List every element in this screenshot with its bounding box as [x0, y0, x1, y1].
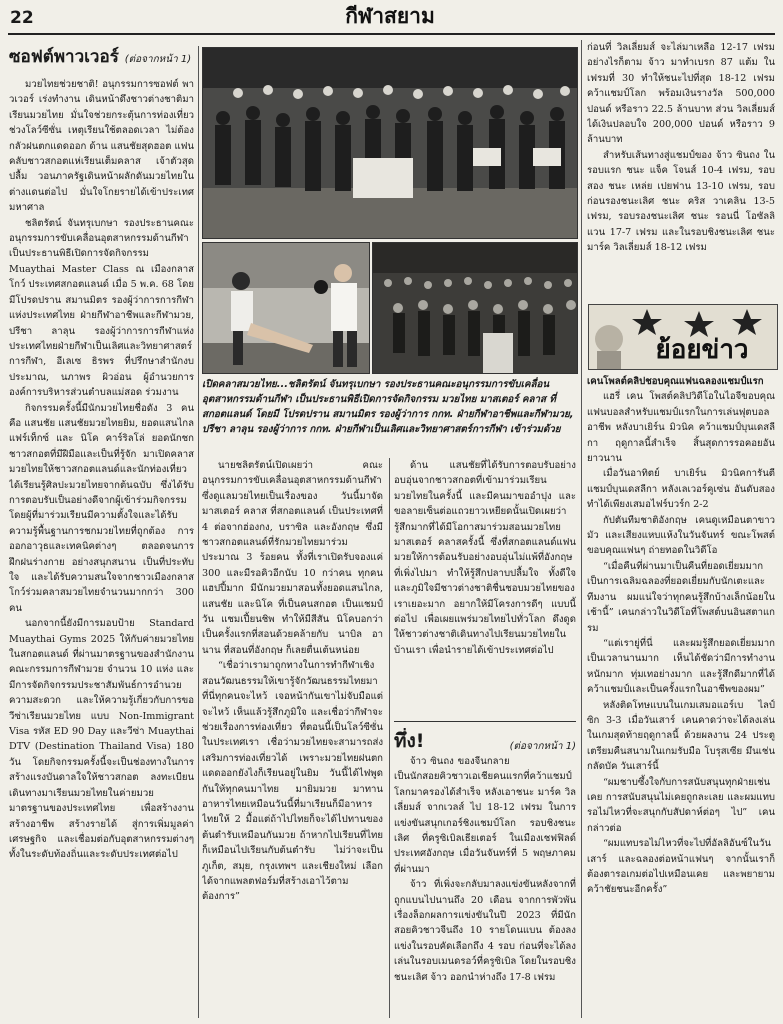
article-col-1 — [9, 46, 194, 1018]
column-divider — [198, 46, 199, 1018]
paragraph: แฮรี่ เคน โพสต์คลิปวิดีโอในไอจีขอบคุณแฟนบอลสำหรับแชมป์แรกในการเล่นฟุตบอลอาชีพ หลังบาเยิร์น มิวนิค คว้าแชมป์บุนเดสลีกา ฤดูกาลนี้สำเร็จ สิ้นสุดการรอคอยอันยาวนาน — [587, 391, 775, 465]
paragraph: หลังติดโทษแบนในเกมเสมอแอร์เบ ไลป์ซิก 3-3 เมื่อวันเสาร์ เคนคาดว่าจะได้ลงเล่นในเกมสุดท้ายฤดูกาลนี้ ด้วยผลงาน 24 ประตู เตรียมคืนสนามในเกมรับมือ โบรุสเซีย มึนเช่นกลัดบัค วันเสาร์นี้ — [587, 699, 775, 773]
article-col-2 — [202, 458, 383, 1018]
article-col-3 — [394, 458, 576, 710]
header-rule — [8, 33, 775, 35]
paragraph: “เมื่อคืนที่ผ่านมาเป็นคืนที่ยอดเยี่ยมมาก เป็นการเฉลิมฉลองที่ยอดเยี่ยมกับนักเตะและทีมงาน ผมแน่ใจว่าทุกคนรู้สึกบ้างเล็กน้อยในเช้านี้” เคนกล่าวในวิดีโอที่โพสต์บนอินสตาแกรม — [587, 560, 775, 634]
column-divider — [389, 458, 390, 1018]
article3-body — [587, 374, 775, 1018]
paragraph: เมื่อวันอาทิตย์ บาเยิร์น มิวนิคการันตีแชมป์บุนเดสลีกา หลังเลเวอร์คูเซ่น อันดับสองทำได้เพียงเสมอไฟร์บวร์ก 2-2 — [587, 468, 775, 511]
crowd-class-photo — [372, 242, 578, 374]
paragraph: “ผมชาบซึ้งใจกับการสนับสนุนทุกฝ่ายเช่นเคย การสนับสนุนไม่เคยถูกละเลย และผมแทบรอไม่ไหวที่จะสนุกกับสัปดาห์ต่อๆ ไป” เคนกล่าวต่อ — [587, 776, 775, 834]
news-banner — [588, 304, 778, 370]
paragraph: ชลิตรัตน์ จันทรุเบกษา รองประธานคณะอนุกรรมการขับเคลื่อนอุตสาหกรรมด้านกีฬา เป็นประธานพิธีเปิดการจัดกิจกรรม Muaythai Master Class ณ เมืองกลาสโกว์ ประเทศสกอตแลนด์ เมื่อ 5 พ.ค. 68 โดยมีโปรดปราน สมานมิตร รองผู้ว่าการการกีฬาแห่งประเทศไทย ฝ่ายกีฬาอาชีพและกีฬามวย, ปรีชา ลาลุน รองผู้ว่าการการกีฬาแห่งประเทศไทยฝ่ายกีฬาเป็นเลิศและวิทยาศาสตร์การกีฬา, อีเลเซ ธิรพร ที่ปรึกษาสำนักงบประมาณ, นภาพร ผิวอ่อน ผู้อำนวยการองค์การบริหารส่วนตำบลแม่สอด ร่วมงาน — [9, 217, 194, 399]
photo-caption: เปิดคลาสมวยไทย...ชลิตรัตน์ จันทรุเบกษา รองประธานคณะอนุกรรมการขับเคลื่อนอุตสาหกรรมด้านกีฬา เป็นประธานพิธีเปิดการจัดกิจกรรม มวยไทย มาสเตอร์ คลาส ที่สกอตแลนด์ โดยมี โปรดปราน สมานมิตร รองผู้ว่าการ กกท. ฝ่ายกีฬาอาชีพและกีฬามวย, ปรีชา ลาลุน รองผู้ว่าการ กกท. ฝ่ายกีฬาเป็นเลิศและวิทยาศาสตร์การกีฬา เข้าร่วมด้วย — [202, 379, 574, 435]
paragraph: ด้าน แสนชัยที่ได้รับการตอบรับอย่างอบอุ่นจากชาวสกอตที่เข้ามาร่วมเรียนมวยไทยในครั้งนี้ และมีคนมาขออำปุง และขอลายเซ็นต่อแถวยาวเหยียดนั้นเปิดเผยว่ารู้สึกมากที่ได้มีโอกาสมาร่วมสอนมวยไทยมาสเตอร์ คลาสครั้งนี้ ซึ่งที่สกอตแลนด์แฟนมวยให้การต้อนรับอย่างอบอุ่นไม่แพ้ที่อังกฤษที่เพิ่งไปมา ทำให้รู้สึกปลาบปลื้มใจ ทั้งดีใจและภูมิใจมีชาวต่างชาติชื่นชอบมวยไทยของเราเยอะมาก อยากให้มีโครงการดีๆ แบบนี้ต่อไป เพื่อเผยแพร่มวยไทยไปทั่วโลก ดึงดูดให้ชาวต่างชาติเดินทางไปเรียนมวยไทยในบ้านเรา เพื่อนำรายได้เข้าประเทศต่อไป — [394, 460, 576, 656]
page-header — [0, 0, 783, 36]
paragraph: จ้าว ซินถง ของจีนกลายเป็นนักสอยคิวชาวเอเชียคนแรกที่คว้าแชมป์โลกมาครองได้สำเร็จ หลังเอาชนะ มาร์ค วิลเลี่ยมส์ จากเวลส์ ไป 18-12 เฟรม ในการแข่งขันสนุกเกอร์ชิงแชมป์โลก รอบชิงชนะเลิศ ที่ครูซิเบิลเธียเตอร์ ในเมืองเชฟฟิลด์ ประเทศอังกฤษ เมื่อวันจันทร์ที่ 5 พฤษภาคม ที่ผ่านมา — [394, 756, 576, 875]
masthead-logo: กีฬาสยาม — [345, 3, 435, 28]
headline-text: ซอฟต์พาวเวอร์ — [9, 47, 119, 67]
section-rule — [394, 721, 576, 722]
article-col-4 — [587, 40, 775, 298]
article3-lead: เคนโพลต์คลิปชอบคุณแฟนฉลองแชมป์แรก — [587, 376, 764, 387]
paragraph: กัปตันทีมชาติอังกฤษ เคนดูเหมือนตาขาวมัว และเสียงแหบแห้งในวันจันทร์ ขณะโพสต์ขอบคุณแฟนๆ ถ่ายทอดในวิดีโอ — [587, 514, 775, 557]
article2-headline — [394, 728, 576, 754]
paragraph: “เชื่อว่าเรามาถูกทางในการทำกีฬาเชิงสอนวัฒนธรรมให้เขารู้จักวัฒนธรรมไทยมาที่นี่ทุกคนจะไหว้ เจอหน้ากันเขาไม่จับมือแต่จะไหว้ เห็นแล้วรู้สึกภูมิใจ และเชื่อว่ากีฬาจะช่วยเรื่องการท่องเที่ยว ที่ตอนนี้เป็นโลว์ซีซั่นในประเทศเรา เชื่อว่ามวยไทยจะสามารถส่งเสริมการท่องเที่ยวได้ เพราะมวยไทยฝนตกแดดออกยังไงก็เรียนอยู่ในยิม วันนี้ได้ไฟพูดกันให้ทุกคนมาไทย มายิมมวย มาทานอาหารไทยเหมือนวันนี้ที่มาเรียนก็มีอาหารไทยให้ 2 มื้อแต่ถ้าไปไทยก็จะได้ไปทานของต้นตำรับเหมือนกันมวย ถ้าหากไปเรียนที่ไทยก็เหมือนไปเรียนกับต้นตำรับ ไม่ว่าจะเป็นภูเก็ต, สมุย, กรุงเทพฯ และเชียงใหม่ เลือกได้จากแพลตฟอร์มที่สร้างเอาไว้ตามต้องการ” — [202, 660, 383, 903]
paragraph: มวยไทยช่วยชาติ! อนุกรรมการซอฟต์ พาวเวอร์ เร่งทำงาน เดินหน้าดึงชาวต่างชาติมาเรียนมวยไทย มั่นใจช่วยกระตุ้นการท่องเที่ยวช่วงโลว์ซีซั่น เหตุเรียนใช้ตลอดเวลา ไม่ต้องกลัวฝนตกแดดออก ด้าน แสนชัยสุดฮอต แฟนคลับชาวสกอตแห่เรียนเต็มคลาส เจ้าตัวสุดปลื้ม วอนภาครัฐเดินหน้าผลักดันมวยไทยในต่างแดนต่อไป มั่นใจโกยรายได้เข้าประเทศมหาศาล — [9, 79, 194, 214]
article-headline — [9, 46, 194, 71]
article2-headline-text: ทึ่ง! — [394, 730, 425, 752]
paragraph: กิจกรรมครั้งนี้มีนักมวยไทยชื่อดัง 3 คนคือ แสนชัย แสนชัยมวยไทยยิม, ยอดแสนไกล แฟร์เท็กซ์ และ นิโค คาร์ริลโล่ ยอดนักชกชาวสกอตที่มีฝีมือและเป็นที่รู้จัก มาเปิดคลาสมวยไทยให้ชาวสกอตแลนด์และนักท่องเที่ยวได้เรียนรู้ศิลปะมวยไทยจากต้นฉบับ ซึ่งได้รับการตอบรับเป็นอย่างดีจากผู้เข้าร่วมกิจกรรม โดยผู้ที่มาร่วมเรียนมีความตั้งใจและได้รับความรู้พื้นฐานการชกมวยไทยที่ถูกต้อง การออกอาวุธและเทคนิคต่างๆ ตลอดจนการฝึกฝนร่างกาย อย่างสนุกสนาน เป็นที่ประทับใจ และได้รับความสนใจจากชาวเมืองกลาสโกว์ร่วมคลาสมวยไทยจำนวนมากกว่า 300 คน — [9, 402, 194, 614]
group-photo — [202, 47, 578, 239]
paragraph: “ผมแทบรอไม่ไหวที่จะไปที่อัลลิอันซ์ในวันเสาร์ และฉลองต่อหน้าแฟนๆ จากนั้นเราก็ต้องตารอเกมต่อไปเหมือนเคย และพยายามคว้าชัยชนะอีกครั้ง” — [587, 838, 775, 896]
banner-title: ย้อยข่าว — [655, 335, 749, 365]
paragraph: “แต่เรายู่ที่นี่ และผมรู้สึกยอดเยี่ยมมาก เป็นเวลานานมาก เห็นได้ชัดว่ามีการทำงานหนักมาก ทุ่มเทอย่างมาก และรู้สึกดีมากที่ได้คว้าแชมป์และเป็นครั้งแรกในอาชีพของผม” — [587, 637, 775, 696]
column-divider — [581, 40, 582, 1018]
article2-body — [394, 728, 576, 1018]
continued-note: (ต่อจากหน้า 1) — [124, 54, 192, 65]
paragraph: นอกจากนี้ยังมีการมอบป้าย Standard Muaythai Gyms 2025 ให้กับค่ายมวยไทยในสกอตแลนด์ ที่ผ่านมาตรฐานของสำนักงานคณะกรรมการกีฬามวย จำนวน 10 แห่ง และมีการจัดกิจกรรมประชาสัมพันธ์การอำนวยความสะดวก และให้ความรู้เกี่ยวกับการขอวีซ่าเรียนมวยไทย แบบ Non-Immigrant Visa รหัส ED 90 Day และวีซ่า Muaythai DTV (Destination Thailand Visa) 180 วัน โดยกิจกรรมครั้งนี้จะเป็นช่องทางในการสร้างแรงบันดาลใจให้ชาวสกอต ลงทะเบียนเดินทางมาเรียนมวยไทยในค่ายมวยมาตรฐานของประเทศไทย เพื่อสร้างงาน สร้างอาชีพ สร้างรายได้ สู่การเพิ่มมูลค่าเศรษฐกิจ และเชื่อมต่อกับอุตสาหกรรมต่างๆ ทั้งในระดับท้องถิ่นและระดับประเทศต่อไป — [9, 618, 194, 861]
paragraph: นายชลิตรัตน์เปิดเผยว่า คณะอนุกรรมการขับเคลื่อนอุตสาหกรรมด้านกีฬา ซึ่งดูแลมวยไทยเป็นเรื่องของ วันนี้มาจัดมาสเตอร์ คลาส ที่สกอตแลนด์ เป็นประเทศที่ 4 ต่อจากฮ่องกง, บราซิล และอังกฤษ ซึ่งมีชาวสกอตแลนด์ที่รักมวยไทยมาร่วมประมาณ 3 ร้อยคน ทั้งที่เราเปิดรับจองแค่ 300 และมีรอคิวอีกนับ 10 กว่าคน ทุกคนแฮปปี้มาก มีนักมวยมาสอนทั้งยอดแสนไกล, แสนชัย และนิโค ที่เป็นคนสกอต เป็นแชมป์วัน แชมเปี้ยนชิพ ทำให้มีสีสัน นิโคบอกว่า เป็นครั้งแรกที่สอนด้วยคล้ายกับ นาบิล อานาน ที่สอนที่อังกฤษ ก็เลยตื่นเต้นหน่อย — [202, 460, 383, 656]
page-number: 22 — [10, 8, 34, 28]
training-photo — [202, 242, 370, 374]
continued-note: (ต่อจากหน้า 1) — [509, 741, 576, 752]
paragraph: ก่อนที่ วิลเลี่ยมส์ จะไล่มาเหลือ 12-17 เฟรม อย่างไรก็ตาม จ้าว มาทำเบรก 87 แต้ม ในเฟรมที่ 30 ทำให้ชนะไปที่สุด 18-12 เฟรม คว้าแชมป์โลก พร้อมเงินรางวัล 500,000 ปอนด์ หรือราว 22.5 ล้านบาท ส่วน วิลเลี่ยมส์ได้เงินปลอบใจ 200,000 ปอนด์ หรือราว 9 ล้านบาท — [587, 42, 775, 146]
paragraph: สำหรับเส้นทางสู่แชมป์ของ จ้าว ซินถง ในรอบแรก ชนะ แจ็ค โจนส์ 10-4 เฟรม, รอบสอง ชนะ เหล่ย เปยฟาน 13-10 เฟรม, รอบก่อนรองชนะเลิศ ชนะ คริส วาเคลิน 13-5 เฟรม, รอบรองชนะเลิศ ชนะ รอนนี่ โอซัลลิแวน 17-7 เฟรม และในรอบชิงชนะเลิศ ชนะ มาร์ค วิลเลี่ยมส์ 18-12 เฟรม — [587, 149, 775, 254]
paragraph: จ้าว ที่เพิ่งจะกลับมาลงแข่งขันหลังจากที่ถูกแบนไปนานถึง 20 เดือน จากการพัวพันเรื่องล็อกผลการแข่งขันในปี 2023 ที่มีนักสอยคิวชาวจีนถึง 10 รายโดนแบน ต้องลงแข่งในรอบคัดเลือกถึง 4 รอบ ก่อนที่จะได้ลงเล่นในรอบเมนดรอว์ที่ครูซิเบิล โดยในรอบชิงชนะเลิศ จ้าว ออกนำห่างถึง 17-8 เฟรม — [394, 879, 576, 983]
